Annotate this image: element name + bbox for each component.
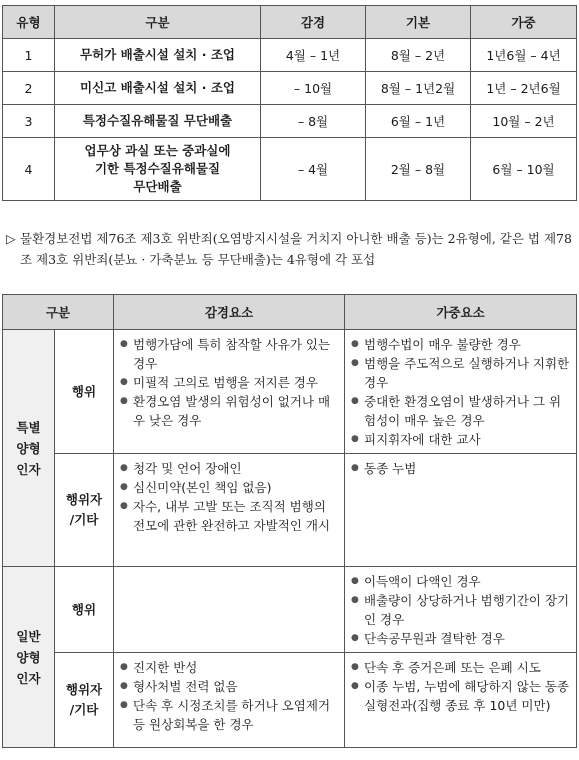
add-factors-cell: [345, 653, 577, 748]
base-cell: 6월 – 1년: [366, 105, 471, 138]
table-header-row: [3, 295, 577, 330]
reduce-factors-cell: [114, 567, 345, 653]
reduce-factors-cell: [114, 653, 345, 748]
list-item: ● 미필적 고의로 범행을 저지른 경우: [120, 373, 338, 392]
header-category: 구분: [3, 295, 114, 330]
footnote: [6, 228, 574, 270]
sub-label: 행위자 /기타: [55, 653, 114, 748]
sentencing-factors-table: [2, 294, 577, 748]
list-item: ● 범행수법이 매우 불량한 경우: [351, 335, 570, 354]
table-row: [3, 39, 577, 72]
factor-list: [120, 658, 338, 734]
table-row: [3, 330, 577, 454]
add-factors-cell: [345, 454, 577, 567]
reduce-cell: 4월 – 1년: [261, 39, 366, 72]
header-base: 기본: [366, 6, 471, 39]
reduce-factors-cell: [114, 454, 345, 567]
list-item: ● 단속 후 시정조치를 하거나 오염제거 등 원상회복을 한 경우: [120, 696, 338, 734]
table-row: [3, 653, 577, 748]
reduce-cell: – 4월: [261, 138, 366, 201]
list-item: ● 배출량이 상당하거나 범행기간이 장기인 경우: [351, 591, 570, 629]
footnote-text: 물환경보전법 제76조 제3호 위반죄(오염방지시설을 거치지 아니한 배출 등)는 2유형에, 같은 법 제78조 제3호 위반죄(분뇨 · 가축분뇨 등 무단배출)는 4유형에 각 포섭: [20, 231, 572, 267]
list-item: ● 단속 후 증거은폐 또는 은폐 시도: [351, 658, 570, 677]
header-reduce: 감경: [261, 6, 366, 39]
base-cell: 2월 – 8월: [366, 138, 471, 201]
table-row: [3, 567, 577, 653]
list-item: ● 이득액이 다액인 경우: [351, 572, 570, 591]
list-item: ● 동종 누범: [351, 459, 570, 478]
type-cell: 1: [3, 39, 55, 72]
list-item: ● 단속공무원과 결탁한 경우: [351, 629, 570, 648]
type-cell: 4: [3, 138, 55, 201]
group-label: 일반 양형 인자: [3, 567, 55, 748]
table-header-row: [3, 6, 577, 39]
kind-cell: 특정수질유해물질 무단배출: [55, 105, 261, 138]
kind-cell: 업무상 과실 또는 중과실에 기한 특정수질유해물질 무단배출: [55, 138, 261, 201]
list-item: ● 이종 누범, 누범에 해당하지 않는 동종 실형전과(집행 종료 후 10년 미만): [351, 677, 570, 715]
sub-label: 행위: [55, 567, 114, 653]
type-cell: 2: [3, 72, 55, 105]
factor-list: [120, 459, 338, 535]
type-cell: 3: [3, 105, 55, 138]
factor-list: [351, 572, 570, 648]
table-row: [3, 454, 577, 567]
add-cell: 1년 – 2년6월: [471, 72, 577, 105]
factor-list: [351, 335, 570, 449]
factor-list: [120, 335, 338, 430]
add-cell: 6월 – 10월: [471, 138, 577, 201]
table-row: [3, 105, 577, 138]
sub-label: 행위: [55, 330, 114, 454]
header-add-factors: 가중요소: [345, 295, 577, 330]
kind-cell: 무허가 배출시설 설치 · 조업: [55, 39, 261, 72]
sub-label: 행위자 /기타: [55, 454, 114, 567]
base-cell: 8월 – 1년2월: [366, 72, 471, 105]
add-factors-cell: [345, 330, 577, 454]
sentencing-range-table: [2, 5, 577, 201]
header-type: 유형: [3, 6, 55, 39]
list-item: ● 청각 및 언어 장애인: [120, 459, 338, 478]
header-add: 가중: [471, 6, 577, 39]
header-kind: 구분: [55, 6, 261, 39]
triangle-marker-icon: ▷: [6, 231, 16, 246]
list-item: ● 중대한 환경오염이 발생하거나 그 위험성이 매우 높은 경우: [351, 392, 570, 430]
factor-list: [351, 658, 570, 715]
reduce-cell: – 8월: [261, 105, 366, 138]
add-cell: 1년6월 – 4년: [471, 39, 577, 72]
kind-cell: 미신고 배출시설 설치 · 조업: [55, 72, 261, 105]
reduce-factors-cell: [114, 330, 345, 454]
group-label: 특별 양형 인자: [3, 330, 55, 567]
table-row: [3, 72, 577, 105]
base-cell: 8월 – 2년: [366, 39, 471, 72]
list-item: ● 자수, 내부 고발 또는 조직적 범행의 전모에 관한 완전하고 자발적인 개시: [120, 497, 338, 535]
table-row: [3, 138, 577, 201]
list-item: ● 진지한 반성: [120, 658, 338, 677]
factor-list: [351, 459, 570, 478]
list-item: ● 범행가담에 특히 참작할 사유가 있는 경우: [120, 335, 338, 373]
add-factors-cell: [345, 567, 577, 653]
list-item: ● 심신미약(본인 책임 없음): [120, 478, 338, 497]
reduce-cell: – 10월: [261, 72, 366, 105]
list-item: ● 피지휘자에 대한 교사: [351, 430, 570, 449]
list-item: ● 범행을 주도적으로 실행하거나 지휘한 경우: [351, 354, 570, 392]
list-item: ● 형사처벌 전력 없음: [120, 677, 338, 696]
add-cell: 10월 – 2년: [471, 105, 577, 138]
list-item: ● 환경오염 발생의 위험성이 없거나 매우 낮은 경우: [120, 392, 338, 430]
header-reduce-factors: 감경요소: [114, 295, 345, 330]
